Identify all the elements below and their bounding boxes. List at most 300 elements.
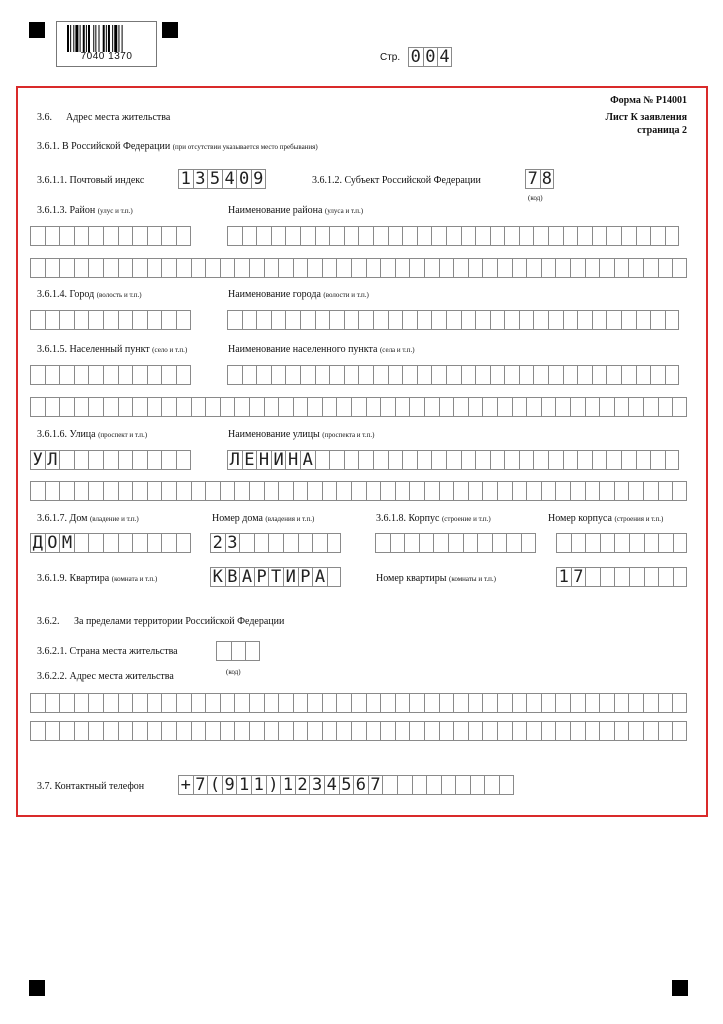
char-cell[interactable] xyxy=(147,693,162,713)
char-cell[interactable] xyxy=(118,397,133,417)
char-cell[interactable] xyxy=(658,693,673,713)
char-cell[interactable] xyxy=(380,693,395,713)
char-cell[interactable] xyxy=(74,450,89,470)
apartment-type-cells[interactable] xyxy=(210,567,341,588)
char-cell[interactable] xyxy=(563,226,578,246)
char-cell[interactable] xyxy=(629,567,644,587)
char-cell[interactable] xyxy=(448,533,463,553)
char-cell[interactable] xyxy=(397,775,412,795)
char-cell[interactable] xyxy=(453,693,468,713)
char-cell[interactable] xyxy=(577,310,592,330)
char-cell[interactable]: А xyxy=(300,450,315,470)
char-cell[interactable] xyxy=(176,226,191,246)
char-cell[interactable] xyxy=(45,258,60,278)
char-cell[interactable] xyxy=(475,365,490,385)
char-cell[interactable] xyxy=(388,310,403,330)
char-cell[interactable] xyxy=(600,567,615,587)
char-cell[interactable] xyxy=(344,450,359,470)
char-cell[interactable] xyxy=(431,365,446,385)
char-cell[interactable] xyxy=(409,481,424,501)
char-cell[interactable] xyxy=(665,226,680,246)
char-cell[interactable] xyxy=(103,397,118,417)
char-cell[interactable] xyxy=(504,310,519,330)
char-cell[interactable] xyxy=(271,226,286,246)
char-cell[interactable] xyxy=(45,310,60,330)
char-cell[interactable] xyxy=(482,258,497,278)
char-cell[interactable] xyxy=(298,533,313,553)
char-cell[interactable] xyxy=(533,226,548,246)
char-cell[interactable] xyxy=(176,365,191,385)
char-cell[interactable] xyxy=(419,533,434,553)
char-cell[interactable] xyxy=(161,397,176,417)
char-cell[interactable] xyxy=(519,450,534,470)
char-cell[interactable] xyxy=(366,721,381,741)
char-cell[interactable] xyxy=(322,258,337,278)
char-cell[interactable] xyxy=(351,693,366,713)
char-cell[interactable] xyxy=(315,450,330,470)
char-cell[interactable] xyxy=(254,533,269,553)
char-cell[interactable]: Д xyxy=(30,533,45,553)
char-cell[interactable] xyxy=(103,481,118,501)
char-cell[interactable] xyxy=(249,721,264,741)
char-cell[interactable] xyxy=(592,365,607,385)
char-cell[interactable]: 9 xyxy=(222,775,237,795)
char-cell[interactable]: Р xyxy=(254,567,269,587)
char-cell[interactable] xyxy=(380,721,395,741)
char-cell[interactable] xyxy=(533,365,548,385)
char-cell[interactable] xyxy=(118,226,133,246)
char-cell[interactable] xyxy=(234,721,249,741)
char-cell[interactable] xyxy=(103,365,118,385)
char-cell[interactable] xyxy=(118,258,133,278)
char-cell[interactable] xyxy=(614,567,629,587)
char-cell[interactable] xyxy=(585,533,600,553)
char-cell[interactable] xyxy=(191,693,206,713)
char-cell[interactable] xyxy=(132,693,147,713)
char-cell[interactable]: И xyxy=(283,567,298,587)
char-cell[interactable] xyxy=(424,721,439,741)
locality-name-cells-row2[interactable] xyxy=(30,397,687,418)
char-cell[interactable] xyxy=(45,481,60,501)
char-cell[interactable] xyxy=(132,258,147,278)
char-cell[interactable] xyxy=(533,450,548,470)
char-cell[interactable] xyxy=(30,693,45,713)
char-cell[interactable] xyxy=(30,397,45,417)
char-cell[interactable] xyxy=(249,481,264,501)
char-cell[interactable] xyxy=(147,365,162,385)
locality-name-cells[interactable] xyxy=(227,365,679,386)
char-cell[interactable] xyxy=(336,693,351,713)
char-cell[interactable] xyxy=(161,258,176,278)
char-cell[interactable] xyxy=(455,775,470,795)
char-cell[interactable] xyxy=(453,481,468,501)
char-cell[interactable] xyxy=(293,481,308,501)
char-cell[interactable] xyxy=(336,721,351,741)
char-cell[interactable] xyxy=(475,226,490,246)
char-cell[interactable] xyxy=(673,567,688,587)
char-cell[interactable] xyxy=(548,310,563,330)
char-cell[interactable] xyxy=(103,226,118,246)
char-cell[interactable]: Л xyxy=(227,450,242,470)
char-cell[interactable] xyxy=(658,397,673,417)
char-cell[interactable] xyxy=(329,365,344,385)
char-cell[interactable] xyxy=(88,310,103,330)
char-cell[interactable] xyxy=(176,693,191,713)
char-cell[interactable] xyxy=(118,693,133,713)
char-cell[interactable] xyxy=(176,258,191,278)
char-cell[interactable] xyxy=(242,226,257,246)
char-cell[interactable] xyxy=(439,721,454,741)
char-cell[interactable] xyxy=(417,365,432,385)
char-cell[interactable] xyxy=(482,481,497,501)
char-cell[interactable] xyxy=(132,481,147,501)
char-cell[interactable] xyxy=(446,450,461,470)
char-cell[interactable] xyxy=(327,533,342,553)
char-cell[interactable] xyxy=(358,226,373,246)
char-cell[interactable] xyxy=(227,365,242,385)
char-cell[interactable] xyxy=(519,226,534,246)
char-cell[interactable] xyxy=(570,481,585,501)
char-cell[interactable] xyxy=(239,533,254,553)
char-cell[interactable] xyxy=(499,775,514,795)
char-cell[interactable] xyxy=(278,258,293,278)
char-cell[interactable] xyxy=(366,481,381,501)
char-cell[interactable] xyxy=(293,721,308,741)
char-cell[interactable] xyxy=(59,310,74,330)
char-cell[interactable] xyxy=(644,533,659,553)
char-cell[interactable] xyxy=(30,226,45,246)
char-cell[interactable] xyxy=(490,226,505,246)
char-cell[interactable] xyxy=(490,450,505,470)
char-cell[interactable] xyxy=(366,693,381,713)
char-cell[interactable] xyxy=(358,450,373,470)
char-cell[interactable]: 5 xyxy=(339,775,354,795)
char-cell[interactable] xyxy=(571,533,586,553)
char-cell[interactable] xyxy=(147,481,162,501)
char-cell[interactable] xyxy=(431,450,446,470)
char-cell[interactable] xyxy=(643,397,658,417)
char-cell[interactable] xyxy=(45,397,60,417)
char-cell[interactable] xyxy=(490,365,505,385)
char-cell[interactable]: 4 xyxy=(222,169,237,189)
char-cell[interactable] xyxy=(300,226,315,246)
char-cell[interactable] xyxy=(504,226,519,246)
char-cell[interactable] xyxy=(380,258,395,278)
char-cell[interactable] xyxy=(103,533,118,553)
char-cell[interactable]: 0 xyxy=(236,169,251,189)
char-cell[interactable] xyxy=(426,775,441,795)
char-cell[interactable] xyxy=(388,365,403,385)
char-cell[interactable] xyxy=(643,693,658,713)
char-cell[interactable] xyxy=(329,226,344,246)
char-cell[interactable]: Т xyxy=(268,567,283,587)
char-cell[interactable] xyxy=(577,450,592,470)
char-cell[interactable] xyxy=(278,693,293,713)
char-cell[interactable] xyxy=(497,693,512,713)
char-cell[interactable] xyxy=(439,693,454,713)
abroad-address-cells-row2[interactable] xyxy=(30,721,687,742)
char-cell[interactable]: 5 xyxy=(207,169,222,189)
char-cell[interactable] xyxy=(307,258,322,278)
char-cell[interactable] xyxy=(329,310,344,330)
char-cell[interactable] xyxy=(176,450,191,470)
char-cell[interactable] xyxy=(621,450,636,470)
char-cell[interactable] xyxy=(468,721,483,741)
char-cell[interactable]: 2 xyxy=(210,533,225,553)
char-cell[interactable] xyxy=(404,533,419,553)
char-cell[interactable] xyxy=(147,226,162,246)
char-cell[interactable] xyxy=(439,258,454,278)
char-cell[interactable] xyxy=(621,365,636,385)
char-cell[interactable] xyxy=(118,533,133,553)
char-cell[interactable] xyxy=(322,721,337,741)
char-cell[interactable] xyxy=(497,721,512,741)
char-cell[interactable] xyxy=(417,450,432,470)
char-cell[interactable] xyxy=(161,450,176,470)
char-cell[interactable] xyxy=(600,533,615,553)
char-cell[interactable]: 1 xyxy=(251,775,266,795)
char-cell[interactable] xyxy=(147,533,162,553)
char-cell[interactable] xyxy=(283,533,298,553)
char-cell[interactable] xyxy=(402,365,417,385)
char-cell[interactable] xyxy=(461,365,476,385)
char-cell[interactable] xyxy=(482,721,497,741)
char-cell[interactable] xyxy=(592,226,607,246)
char-cell[interactable] xyxy=(512,258,527,278)
street-name-cells[interactable] xyxy=(227,450,679,471)
postal-index-cells[interactable] xyxy=(178,169,266,190)
char-cell[interactable] xyxy=(555,397,570,417)
char-cell[interactable] xyxy=(176,481,191,501)
char-cell[interactable]: 1 xyxy=(556,567,571,587)
char-cell[interactable] xyxy=(351,258,366,278)
char-cell[interactable] xyxy=(264,693,279,713)
abroad-address-cells-row1[interactable] xyxy=(30,693,687,714)
char-cell[interactable] xyxy=(271,365,286,385)
char-cell[interactable] xyxy=(431,226,446,246)
char-cell[interactable] xyxy=(526,693,541,713)
street-type-cells[interactable] xyxy=(30,450,191,471)
char-cell[interactable] xyxy=(592,450,607,470)
char-cell[interactable] xyxy=(614,533,629,553)
char-cell[interactable] xyxy=(599,481,614,501)
char-cell[interactable]: Н xyxy=(256,450,271,470)
char-cell[interactable] xyxy=(470,775,485,795)
char-cell[interactable] xyxy=(570,721,585,741)
char-cell[interactable] xyxy=(585,397,600,417)
char-cell[interactable] xyxy=(30,310,45,330)
char-cell[interactable] xyxy=(205,397,220,417)
char-cell[interactable] xyxy=(658,567,673,587)
char-cell[interactable] xyxy=(512,721,527,741)
char-cell[interactable] xyxy=(526,481,541,501)
char-cell[interactable] xyxy=(329,450,344,470)
char-cell[interactable] xyxy=(555,481,570,501)
building-type-cells[interactable] xyxy=(375,533,536,554)
char-cell[interactable] xyxy=(205,693,220,713)
char-cell[interactable] xyxy=(658,481,673,501)
char-cell[interactable] xyxy=(234,397,249,417)
char-cell[interactable] xyxy=(548,226,563,246)
char-cell[interactable] xyxy=(555,693,570,713)
char-cell[interactable]: + xyxy=(178,775,193,795)
char-cell[interactable] xyxy=(161,226,176,246)
char-cell[interactable] xyxy=(628,481,643,501)
char-cell[interactable] xyxy=(132,226,147,246)
country-code-cells[interactable] xyxy=(216,641,260,662)
char-cell[interactable] xyxy=(504,365,519,385)
char-cell[interactable]: Р xyxy=(298,567,313,587)
char-cell[interactable] xyxy=(147,258,162,278)
char-cell[interactable] xyxy=(424,397,439,417)
char-cell[interactable] xyxy=(526,721,541,741)
char-cell[interactable] xyxy=(74,310,89,330)
char-cell[interactable]: ) xyxy=(266,775,281,795)
house-type-cells[interactable] xyxy=(30,533,191,554)
char-cell[interactable] xyxy=(541,481,556,501)
char-cell[interactable] xyxy=(519,310,534,330)
char-cell[interactable] xyxy=(220,693,235,713)
char-cell[interactable] xyxy=(234,258,249,278)
char-cell[interactable] xyxy=(388,450,403,470)
char-cell[interactable] xyxy=(74,693,89,713)
char-cell[interactable]: 7 xyxy=(525,169,540,189)
char-cell[interactable] xyxy=(402,310,417,330)
char-cell[interactable] xyxy=(88,721,103,741)
char-cell[interactable] xyxy=(570,397,585,417)
char-cell[interactable] xyxy=(585,693,600,713)
char-cell[interactable] xyxy=(446,310,461,330)
char-cell[interactable] xyxy=(59,397,74,417)
char-cell[interactable] xyxy=(264,481,279,501)
char-cell[interactable] xyxy=(344,310,359,330)
char-cell[interactable] xyxy=(268,533,283,553)
char-cell[interactable] xyxy=(118,310,133,330)
char-cell[interactable] xyxy=(512,481,527,501)
district-name-cells-row2[interactable] xyxy=(30,258,687,279)
char-cell[interactable] xyxy=(205,481,220,501)
char-cell[interactable] xyxy=(541,258,556,278)
char-cell[interactable] xyxy=(599,397,614,417)
char-cell[interactable] xyxy=(599,721,614,741)
char-cell[interactable] xyxy=(88,365,103,385)
char-cell[interactable] xyxy=(358,365,373,385)
char-cell[interactable] xyxy=(636,310,651,330)
char-cell[interactable] xyxy=(256,310,271,330)
char-cell[interactable] xyxy=(344,226,359,246)
char-cell[interactable] xyxy=(176,533,191,553)
char-cell[interactable] xyxy=(59,721,74,741)
char-cell[interactable] xyxy=(322,397,337,417)
char-cell[interactable] xyxy=(446,365,461,385)
char-cell[interactable] xyxy=(526,397,541,417)
char-cell[interactable] xyxy=(497,481,512,501)
char-cell[interactable] xyxy=(461,310,476,330)
char-cell[interactable] xyxy=(373,226,388,246)
char-cell[interactable]: 2 xyxy=(295,775,310,795)
char-cell[interactable] xyxy=(673,533,688,553)
char-cell[interactable] xyxy=(30,721,45,741)
char-cell[interactable] xyxy=(563,365,578,385)
char-cell[interactable] xyxy=(636,450,651,470)
char-cell[interactable] xyxy=(300,310,315,330)
char-cell[interactable]: В xyxy=(225,567,240,587)
char-cell[interactable] xyxy=(512,693,527,713)
char-cell[interactable] xyxy=(351,397,366,417)
char-cell[interactable] xyxy=(285,226,300,246)
char-cell[interactable] xyxy=(577,365,592,385)
char-cell[interactable] xyxy=(176,397,191,417)
char-cell[interactable]: А xyxy=(312,567,327,587)
char-cell[interactable] xyxy=(132,450,147,470)
char-cell[interactable] xyxy=(88,693,103,713)
char-cell[interactable] xyxy=(118,481,133,501)
char-cell[interactable] xyxy=(629,533,644,553)
char-cell[interactable] xyxy=(585,567,600,587)
char-cell[interactable] xyxy=(526,258,541,278)
char-cell[interactable] xyxy=(599,693,614,713)
char-cell[interactable]: О xyxy=(45,533,60,553)
char-cell[interactable] xyxy=(312,533,327,553)
char-cell[interactable]: ( xyxy=(207,775,222,795)
char-cell[interactable] xyxy=(395,397,410,417)
char-cell[interactable] xyxy=(103,310,118,330)
char-cell[interactable] xyxy=(227,226,242,246)
char-cell[interactable] xyxy=(672,721,687,741)
char-cell[interactable]: 7 xyxy=(193,775,208,795)
char-cell[interactable] xyxy=(74,533,89,553)
char-cell[interactable] xyxy=(45,721,60,741)
char-cell[interactable] xyxy=(74,258,89,278)
char-cell[interactable] xyxy=(592,310,607,330)
char-cell[interactable] xyxy=(441,775,456,795)
char-cell[interactable] xyxy=(278,721,293,741)
char-cell[interactable] xyxy=(249,693,264,713)
char-cell[interactable] xyxy=(643,721,658,741)
char-cell[interactable] xyxy=(336,481,351,501)
locality-type-cells[interactable] xyxy=(30,365,191,386)
char-cell[interactable] xyxy=(234,693,249,713)
char-cell[interactable] xyxy=(231,641,246,661)
phone-cells[interactable] xyxy=(178,775,514,796)
street-name-cells-row2[interactable] xyxy=(30,481,687,502)
char-cell[interactable] xyxy=(245,641,260,661)
char-cell[interactable] xyxy=(463,533,478,553)
building-number-cells[interactable] xyxy=(556,533,687,554)
char-cell[interactable] xyxy=(497,258,512,278)
char-cell[interactable] xyxy=(512,397,527,417)
char-cell[interactable] xyxy=(88,533,103,553)
char-cell[interactable] xyxy=(132,397,147,417)
char-cell[interactable]: 7 xyxy=(368,775,383,795)
district-name-cells[interactable] xyxy=(227,226,679,247)
char-cell[interactable]: 1 xyxy=(178,169,193,189)
char-cell[interactable] xyxy=(636,226,651,246)
char-cell[interactable] xyxy=(74,481,89,501)
char-cell[interactable] xyxy=(482,397,497,417)
char-cell[interactable] xyxy=(30,365,45,385)
char-cell[interactable]: 6 xyxy=(353,775,368,795)
city-type-cells[interactable] xyxy=(30,310,191,331)
char-cell[interactable] xyxy=(570,258,585,278)
char-cell[interactable] xyxy=(628,721,643,741)
char-cell[interactable] xyxy=(599,258,614,278)
char-cell[interactable] xyxy=(161,310,176,330)
char-cell[interactable] xyxy=(118,450,133,470)
char-cell[interactable] xyxy=(453,258,468,278)
char-cell[interactable] xyxy=(59,226,74,246)
char-cell[interactable] xyxy=(548,365,563,385)
